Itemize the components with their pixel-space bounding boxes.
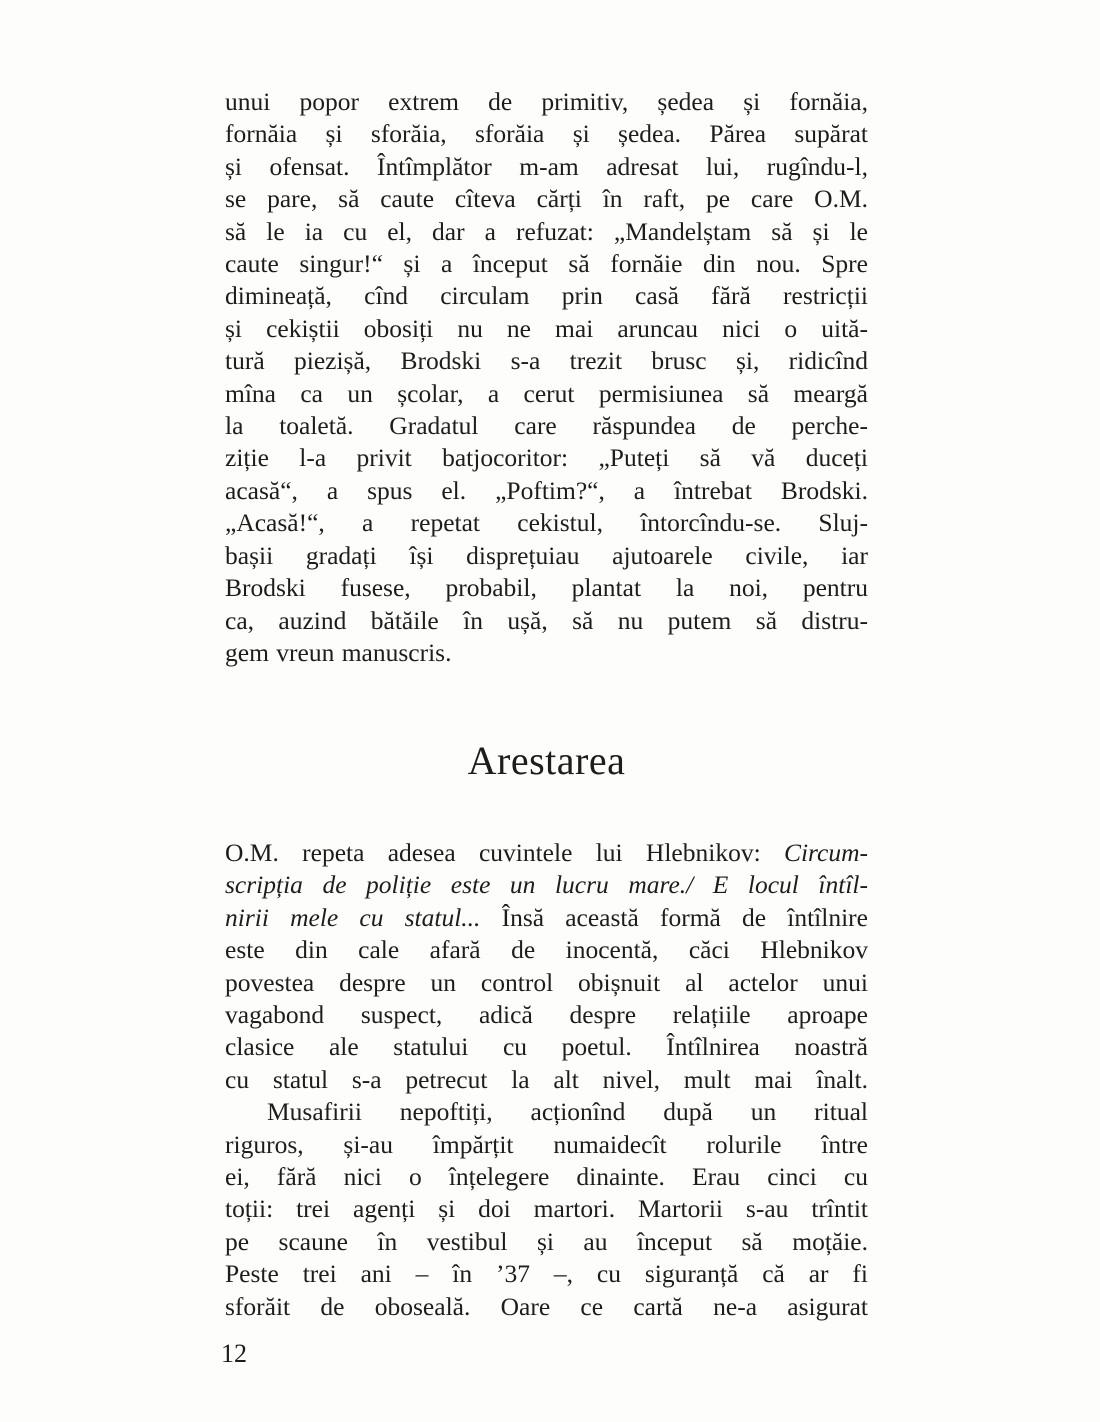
body-text-lower — [225, 837, 868, 1323]
text-line — [225, 837, 868, 869]
text-segment: povestea despre un control obișnuit al actelor unui — [225, 967, 868, 997]
paragraph-1 — [225, 86, 868, 669]
text-segment: clasice ale statului cu poetul. Întîlnirea noastră — [225, 1032, 868, 1062]
text-line — [225, 637, 868, 669]
text-segment: sforăit de oboseală. Oare ce cartă ne-a asigurat — [225, 1291, 868, 1321]
text-line — [225, 183, 868, 215]
text-segment: O.M. repeta adesea cuvintele lui Hlebnikov: — [225, 838, 761, 867]
text-segment: mîna ca un școlar, a cerut permisiunea să meargă — [225, 378, 868, 408]
text-segment: ziție l-a privit batjocoritor: „Puteți să vă duceți — [225, 443, 868, 473]
italic-quote-segment: scripția de poliție este un lucru mare./ E locul întîl- — [225, 870, 868, 900]
text-segment: Brodski fusese, probabil, plantat la noi, pentru — [225, 573, 868, 603]
text-segment: și cekiștii obosiți nu ne mai aruncau nici o uită- — [225, 313, 868, 343]
text-segment: caute singur!“ și a început să fornăie din nou. Spre — [225, 249, 868, 279]
text-line — [225, 1129, 868, 1161]
text-line — [225, 1226, 868, 1258]
text-segment: gem vreun manuscris. — [225, 637, 452, 667]
text-line — [225, 1031, 868, 1063]
text-segment: și ofensat. Întîmplător m-am adresat lui, rugîndu-l, — [225, 151, 868, 181]
text-segment: ca, auzind bătăile în ușă, să nu putem să distru- — [225, 605, 868, 635]
text-segment: Musafirii nepoftiți, acționînd după un ritual — [267, 1097, 868, 1127]
text-line — [225, 1291, 868, 1323]
text-segment: este din cale afară de inocentă, căci Hlebnikov — [225, 935, 868, 965]
text-line — [225, 151, 868, 183]
text-line — [225, 902, 868, 934]
text-segment: pe scaune în vestibul și au început să moțăie. — [225, 1226, 868, 1256]
text-line — [225, 345, 868, 377]
text-segment: acasă“, a spus el. „Poftim?“, a întrebat Brodski. — [225, 475, 868, 505]
text-segment: fornăia și sforăia, sforăia și ședea. Părea supărat — [225, 119, 868, 149]
text-segment: unui popor extrem de primitiv, ședea și fornăia, — [225, 87, 868, 116]
italic-quote-segment: nirii mele cu statul... — [225, 902, 481, 932]
text-segment: cu statul s-a petrecut la alt nivel, mult mai înalt. — [225, 1064, 868, 1094]
paragraph-3 — [225, 1096, 868, 1323]
text-line — [225, 313, 868, 345]
text-segment: Însă această formă de întîlnire — [480, 902, 868, 932]
paragraph-2 — [225, 837, 868, 1096]
text-segment: Peste trei ani – în ’37 –, cu siguranță că ar fi — [225, 1259, 868, 1289]
text-line — [225, 869, 868, 901]
text-segment: la toaletă. Gradatul care răspundea de perche- — [225, 411, 868, 441]
text-line — [225, 934, 868, 966]
text-line — [225, 118, 868, 150]
text-line — [225, 605, 868, 637]
text-line — [225, 507, 868, 539]
text-segment: ei, fără nici o înțelegere dinainte. Erau cinci cu — [225, 1162, 868, 1192]
text-line — [225, 410, 868, 442]
italic-quote-segment: Circum- — [760, 838, 868, 867]
page-number: 12 — [221, 1339, 247, 1368]
text-line — [225, 378, 868, 410]
chapter-heading: Arestarea — [467, 738, 626, 783]
text-segment: riguros, și-au împărțit numaidecît rolurile între — [225, 1129, 868, 1159]
text-line — [225, 442, 868, 474]
text-line — [225, 280, 868, 312]
text-segment: să le ia cu el, dar a refuzat: „Mandelștam să și le — [225, 216, 868, 246]
text-segment: tură piezișă, Brodski s-a trezit brusc și, ridicînd — [225, 346, 868, 376]
text-line — [225, 540, 868, 572]
text-line — [225, 1161, 868, 1193]
text-segment: bașii gradați își disprețuiau ajutoarele civile, iar — [225, 540, 868, 570]
text-segment: toții: trei agenți și doi martori. Martorii s-au trîntit — [225, 1194, 868, 1224]
text-line — [225, 86, 868, 118]
text-line — [225, 216, 868, 248]
text-segment: „Acasă!“, a repetat cekistul, întorcîndu-se. Sluj- — [225, 508, 868, 538]
text-line — [225, 1193, 868, 1225]
text-line — [225, 572, 868, 604]
text-line — [225, 1258, 868, 1290]
text-line — [225, 475, 868, 507]
text-line — [225, 1096, 868, 1128]
text-line — [225, 1064, 868, 1096]
text-segment: se pare, să caute cîteva cărți în raft, pe care O.M. — [225, 184, 868, 214]
text-segment: dimineață, cînd circulam prin casă fără restricții — [225, 281, 868, 311]
text-line — [225, 999, 868, 1031]
text-line — [225, 967, 868, 999]
text-segment: vagabond suspect, adică despre relațiile aproape — [225, 1000, 868, 1030]
text-line — [225, 248, 868, 280]
